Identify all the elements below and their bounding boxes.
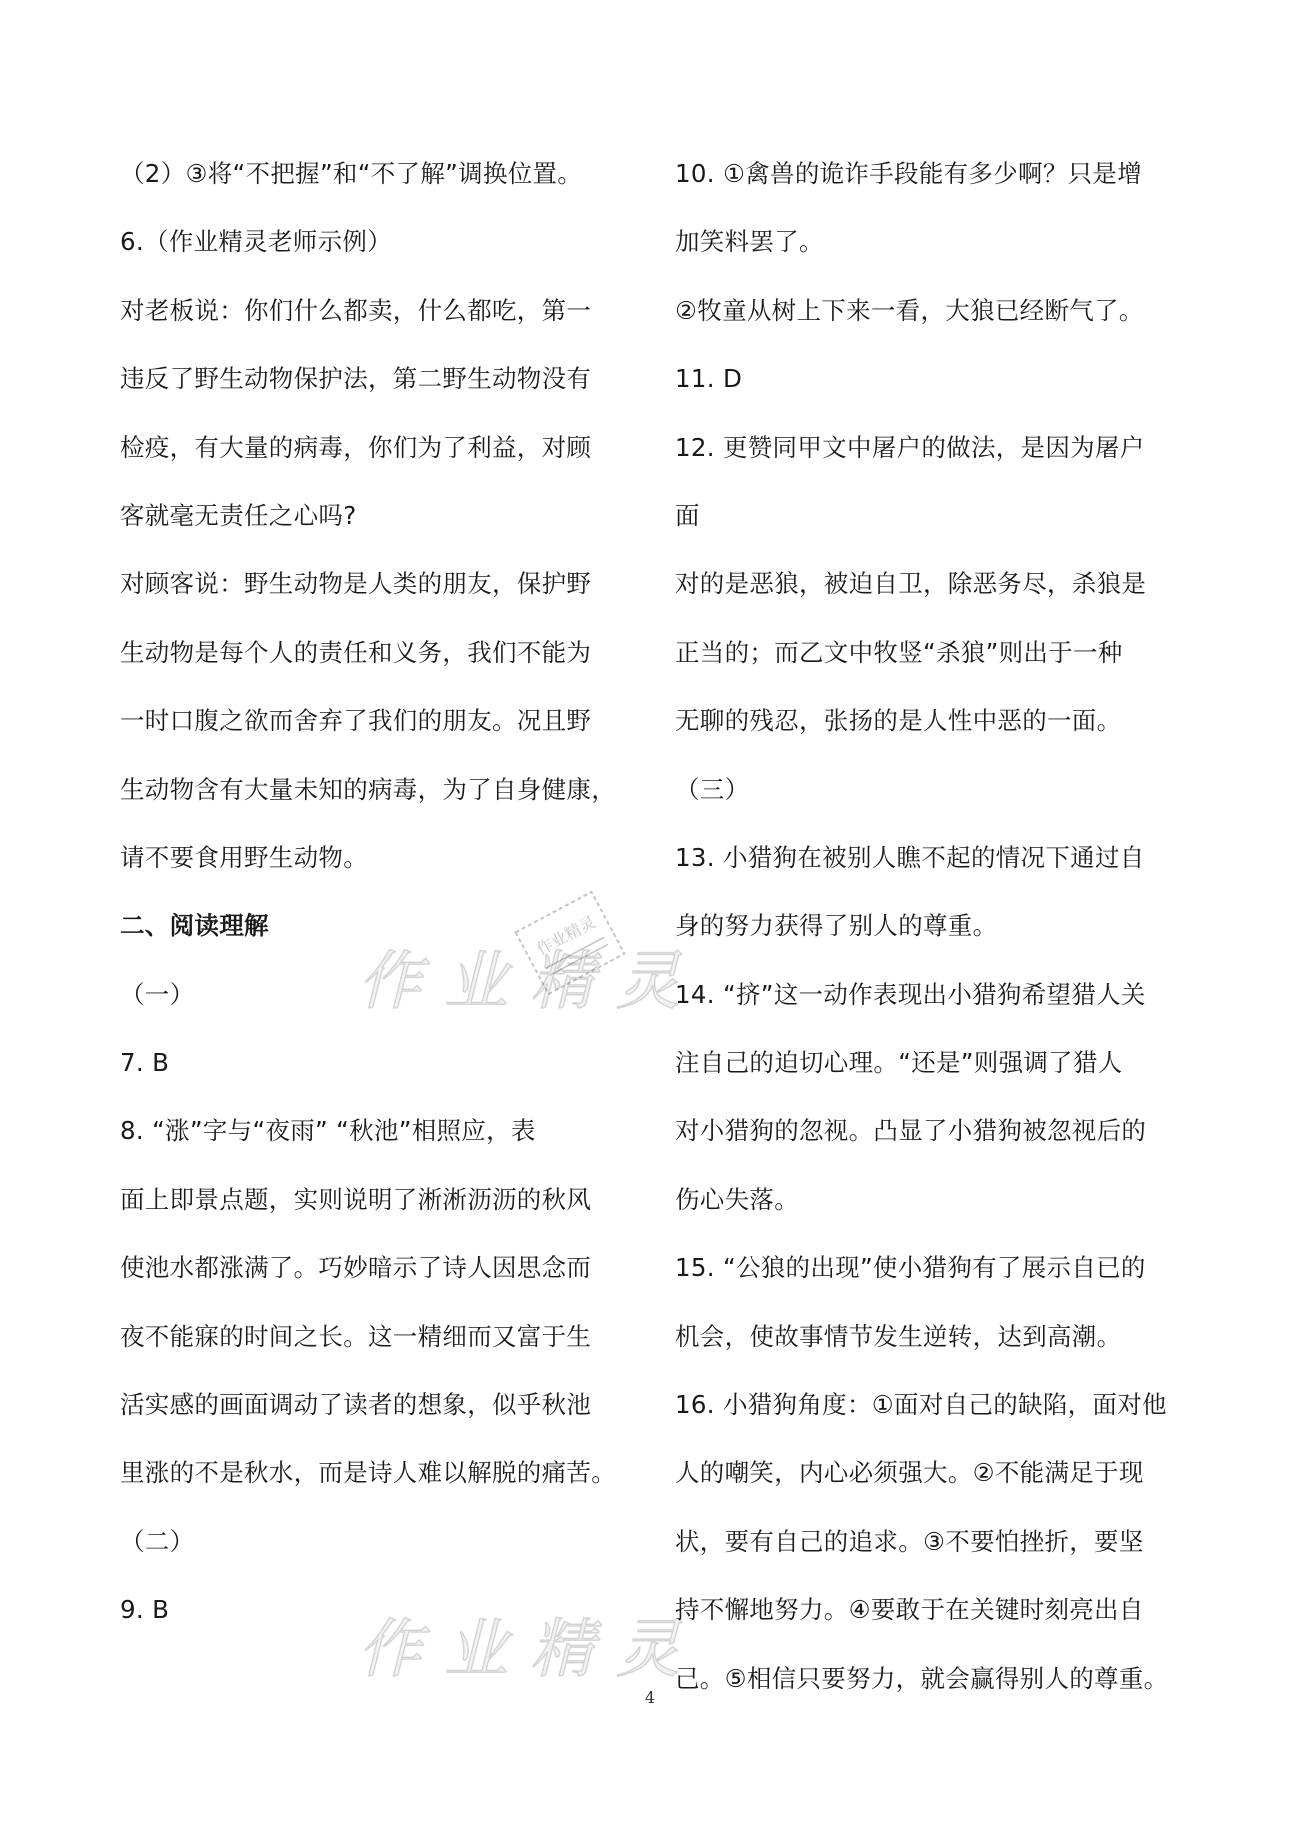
text-line: 伤心失落。 <box>675 1184 799 1214</box>
page-number: 4 <box>644 1688 656 1707</box>
text-line: 8. “涨”字与“夜雨” “秋池”相照应，表 <box>120 1116 536 1146</box>
text-line: 11. D <box>675 364 743 394</box>
text-line: 检疫，有大量的病毒，你们为了利益，对顾 <box>120 432 592 462</box>
text-line: （三） <box>675 774 750 804</box>
text-line: （2）③将“不把握”和“不了解”调换位置。 <box>120 159 583 188</box>
right-column <box>675 140 1195 1713</box>
text-line: 对顾客说：野生动物是人类的朋友，保护野 <box>120 569 592 599</box>
text-line: 对的是恶狼，被迫自卫，除恶务尽，杀狼是 <box>675 569 1147 599</box>
text-line: 14. “挤”这一动作表现出小猎狗希望猎人关 <box>675 979 1146 1009</box>
text-line: 一时口腹之欲而舍弃了我们的朋友。况且野 <box>120 706 592 736</box>
text-line: 己。⑤相信只要努力，就会赢得别人的尊重。 <box>675 1663 1169 1693</box>
text-line: 身的努力获得了别人的尊重。 <box>675 911 998 941</box>
text-line: 里涨的不是秋水，而是诗人难以解脱的痛苦。 <box>120 1458 616 1488</box>
text-line: 人的嘲笑，内心必须强大。②不能满足于现 <box>675 1458 1144 1488</box>
text-line: 7. B <box>120 1048 170 1078</box>
text-line: 15. “公狼的出现”使小猎狗有了展示自已的 <box>675 1253 1146 1283</box>
text-line: 10. ①禽兽的诡诈手段能有多少啊？只是增 <box>675 159 1143 188</box>
text-line: 加笑料罢了。 <box>675 227 824 257</box>
text-line: 客就毫无责任之心吗? <box>120 500 357 530</box>
watermark: 作业精灵 <box>358 1613 702 1687</box>
text-line: 活实感的画面调动了读者的想象，似乎秋池 <box>120 1390 592 1420</box>
text-line: 面上即景点题，实则说明了淅淅沥沥的秋风 <box>120 1184 592 1214</box>
text-line: 16. 小猎狗角度：①面对自己的缺陷，面对他 <box>675 1390 1167 1420</box>
watermark: 作业精灵 <box>358 945 702 1019</box>
text-line: 违反了野生动物保护法，第二野生动物没有 <box>120 364 592 394</box>
text-line: （一） <box>120 979 195 1009</box>
text-line: 12. 更赞同甲文中屠户的做法，是因为屠户 <box>675 432 1145 462</box>
text-line: 状，要有自己的追求。③不要怕挫折，要坚 <box>675 1526 1144 1556</box>
text-line: 机会，使故事情节发生逆转，达到高潮。 <box>675 1321 1122 1351</box>
text-line: 注自己的迫切心理。“还是”则强调了猎人 <box>675 1048 1123 1078</box>
text-line: 9. B <box>120 1595 170 1625</box>
text-line: 对小猎狗的忽视。凸显了小猎狗被忽视后的 <box>675 1116 1147 1146</box>
text-line: 使池水都涨满了。巧妙暗示了诗人因思念而 <box>120 1253 592 1283</box>
seal-text: 作业精灵 <box>533 912 599 959</box>
text-line: 对老板说：你们什么都卖，什么都吃，第一 <box>120 295 592 325</box>
text-line: （二） <box>120 1526 195 1556</box>
text-line: 夜不能寐的时间之长。这一精细而又富于生 <box>120 1321 592 1351</box>
text-line: 无聊的残忍，张扬的是人性中恶的一面。 <box>675 706 1122 736</box>
text-line: 6.（作业精灵老师示例） <box>120 227 392 257</box>
text-line: ②牧童从树上下来一看，大狼已经断气了。 <box>675 295 1144 325</box>
section-heading: 二、阅读理解 <box>120 911 269 941</box>
text-line: 面 <box>675 500 700 530</box>
text-line: 13. 小猎狗在被别人瞧不起的情况下通过自 <box>675 842 1145 872</box>
text-line: 生动物含有大量未知的病毒，为了自身健康， <box>120 774 616 804</box>
text-line: 生动物是每个人的责任和义务，我们不能为 <box>120 637 592 667</box>
text-line: 正当的；而乙文中牧竖“杀狼”则出于一种 <box>675 637 1123 667</box>
watermark-seal <box>505 878 635 1008</box>
text-line: 请不要食用野生动物。 <box>120 842 368 872</box>
text-line: 持不懈地努力。④要敢于在关键时刻亮出自 <box>675 1595 1144 1625</box>
